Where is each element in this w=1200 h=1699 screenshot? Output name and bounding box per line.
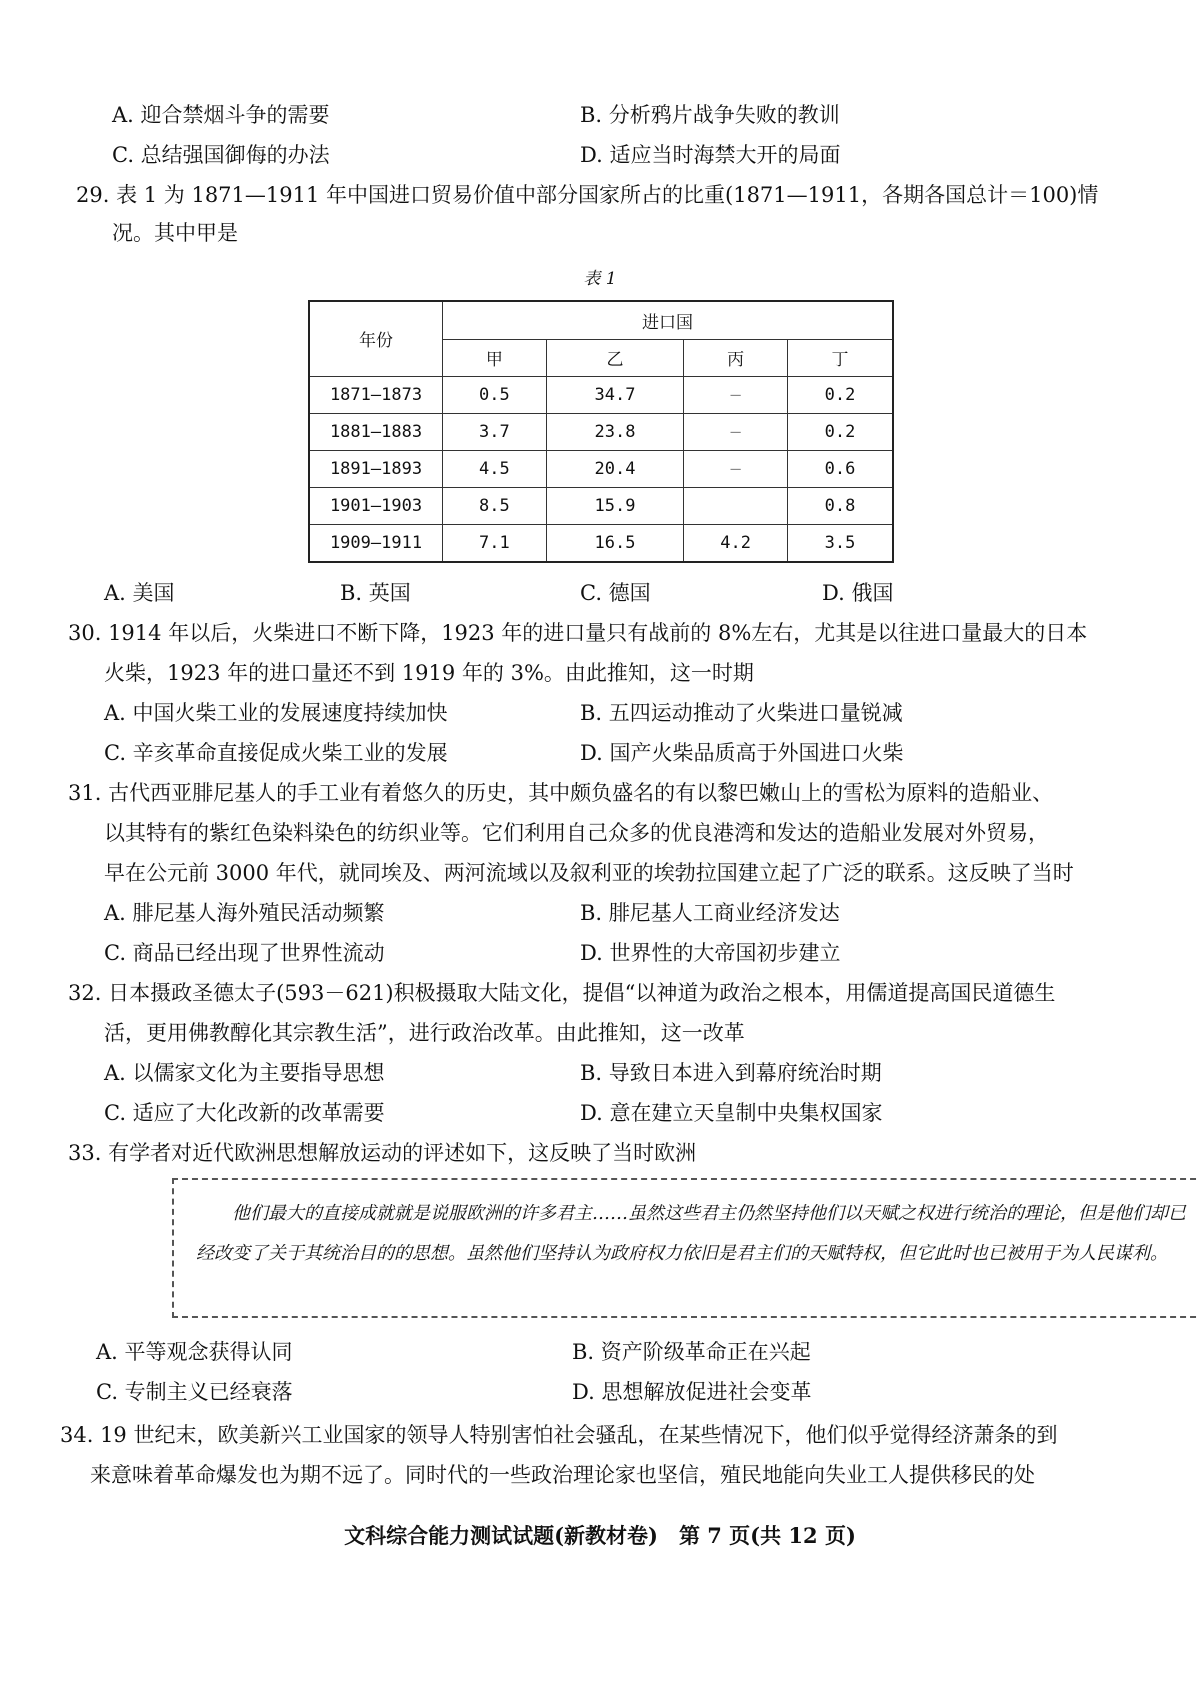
q29-stem-line2: 况。其中甲是 — [112, 221, 238, 245]
q28-option-b: B. 分析鸦片战争失败的教训 — [580, 103, 840, 127]
table-cell: 3.7 — [443, 413, 547, 450]
import-share-table — [308, 300, 894, 563]
q29-option-a: A. 美国 — [104, 581, 175, 605]
q32-option-c: C. 适应了大化改新的改革需要 — [104, 1101, 385, 1125]
table-header-year: 年份 — [309, 301, 443, 376]
q31-option-d: D. 世界性的大帝国初步建立 — [580, 941, 841, 965]
table-cell-year: 1881—1883 — [309, 413, 443, 450]
q31-option-b: B. 腓尼基人工商业经济发达 — [580, 901, 840, 925]
q28-option-a: A. 迎合禁烟斗争的需要 — [112, 103, 330, 127]
quote-box — [172, 1178, 1200, 1318]
q30-option-a: A. 中国火柴工业的发展速度持续加快 — [104, 701, 448, 725]
quote-text: 他们最大的直接成就就是说服欧洲的许多君主……虽然这些君主仍然坚持他们以天赋之权进行统治的理论，但是他们却已经改变了关于其统治目的的思想。虽然他们坚持认为政府权力依旧是君主们的天赋特权，但它此时也已被用于为人民谋利。 — [196, 1203, 1186, 1264]
table-header-group: 进口国 — [443, 301, 894, 339]
q30-stem-line2: 火柴，1923 年的进口量还不到 1919 年的 3%。由此推知，这一时期 — [104, 661, 754, 685]
table-cell: 20.4 — [546, 450, 683, 487]
q29-option-b: B. 英国 — [340, 581, 411, 605]
q31-stem-line3: 早在公元前 3000 年代，就同埃及、两河流域以及叙利亚的埃勃拉国建立起了广泛的联系。这反映了当时 — [104, 861, 1074, 885]
table-cell: 0.2 — [788, 413, 894, 450]
table-cell: 4.2 — [684, 524, 788, 562]
table-row — [309, 376, 893, 413]
table-caption: 表 1 — [583, 269, 617, 289]
page-footer: 文科综合能力测试试题(新教材卷) 第 7 页(共 12 页) — [344, 1523, 856, 1548]
q33-option-c: C. 专制主义已经衰落 — [96, 1380, 293, 1404]
table-cell: 0.8 — [788, 487, 894, 524]
q32-option-a: A. 以儒家文化为主要指导思想 — [104, 1061, 385, 1085]
table-cell: 8.5 — [443, 487, 547, 524]
q30-option-b: B. 五四运动推动了火柴进口量锐减 — [580, 701, 903, 725]
table-col-header: 丙 — [684, 339, 788, 376]
q29-stem-line1: 29. 表 1 为 1871—1911 年中国进口贸易价值中部分国家所占的比重(1871—1911，各期各国总计＝100)情 — [76, 183, 1099, 207]
q31-stem-line2: 以其特有的紫红色染料染色的纺织业等。它们利用自己众多的优良港湾和发达的造船业发展对外贸易， — [104, 821, 1049, 845]
q30-option-c: C. 辛亥革命直接促成火柴工业的发展 — [104, 741, 448, 765]
table-cell: 16.5 — [546, 524, 683, 562]
table-cell: — — [684, 413, 788, 450]
q28-option-c: C. 总结强国御侮的办法 — [112, 143, 330, 167]
q32-stem-line2: 活，更用佛教醇化其宗教生活”，进行政治改革。由此推知，这一改革 — [104, 1021, 745, 1045]
q34-stem-line1: 34. 19 世纪末，欧美新兴工业国家的领导人特别害怕社会骚乱，在某些情况下，他们似乎觉得经济萧条的到 — [60, 1423, 1058, 1447]
q28-option-d: D. 适应当时海禁大开的局面 — [580, 143, 841, 167]
table-cell: 0.2 — [788, 376, 894, 413]
table-col-header: 丁 — [788, 339, 894, 376]
table-cell: 15.9 — [546, 487, 683, 524]
table-cell-year: 1891—1893 — [309, 450, 443, 487]
table-cell: — — [684, 450, 788, 487]
q31-stem-line1: 31. 古代西亚腓尼基人的手工业有着悠久的历史，其中颇负盛名的有以黎巴嫩山上的雪松为原料的造船业、 — [68, 781, 1054, 805]
table-cell: 0.6 — [788, 450, 894, 487]
q33-option-a: A. 平等观念获得认同 — [96, 1340, 293, 1364]
q31-option-a: A. 腓尼基人海外殖民活动频繁 — [104, 901, 385, 925]
q32-option-d: D. 意在建立天皇制中央集权国家 — [580, 1101, 883, 1125]
q33-option-d: D. 思想解放促进社会变革 — [572, 1380, 812, 1404]
table-cell: 0.5 — [443, 376, 547, 413]
q33-option-b: B. 资产阶级革命正在兴起 — [572, 1340, 811, 1364]
table-cell-year: 1901—1903 — [309, 487, 443, 524]
table-cell-year: 1909—1911 — [309, 524, 443, 562]
q29-option-c: C. 德国 — [580, 581, 651, 605]
table-cell: 34.7 — [546, 376, 683, 413]
table-row — [309, 524, 893, 562]
table-col-header: 乙 — [546, 339, 683, 376]
table-cell: 4.5 — [443, 450, 547, 487]
q30-option-d: D. 国产火柴品质高于外国进口火柴 — [580, 741, 904, 765]
table-cell: 3.5 — [788, 524, 894, 562]
table-cell: 7.1 — [443, 524, 547, 562]
table-cell: 23.8 — [546, 413, 683, 450]
table-cell: — — [684, 376, 788, 413]
q32-stem-line1: 32. 日本摄政圣德太子(593－621)积极摄取大陆文化，提倡“以神道为政治之根本，用儒道提高国民道德生 — [68, 981, 1056, 1005]
table-row — [309, 450, 893, 487]
table-cell-year: 1871—1873 — [309, 376, 443, 413]
q32-option-b: B. 导致日本进入到幕府统治时期 — [580, 1061, 882, 1085]
table-cell — [684, 487, 788, 524]
table-row — [309, 487, 893, 524]
table-row — [309, 413, 893, 450]
q34-stem-line2: 来意味着革命爆发也为期不远了。同时代的一些政治理论家也坚信，殖民地能向失业工人提供移民的处 — [90, 1463, 1035, 1487]
q29-option-d: D. 俄国 — [822, 581, 894, 605]
q33-stem: 33. 有学者对近代欧洲思想解放运动的评述如下，这反映了当时欧洲 — [68, 1141, 697, 1165]
table-col-header: 甲 — [443, 339, 547, 376]
q30-stem-line1: 30. 1914 年以后，火柴进口不断下降，1923 年的进口量只有战前的 8%左右，尤其是以往进口量最大的日本 — [68, 621, 1088, 645]
q31-option-c: C. 商品已经出现了世界性流动 — [104, 941, 385, 965]
